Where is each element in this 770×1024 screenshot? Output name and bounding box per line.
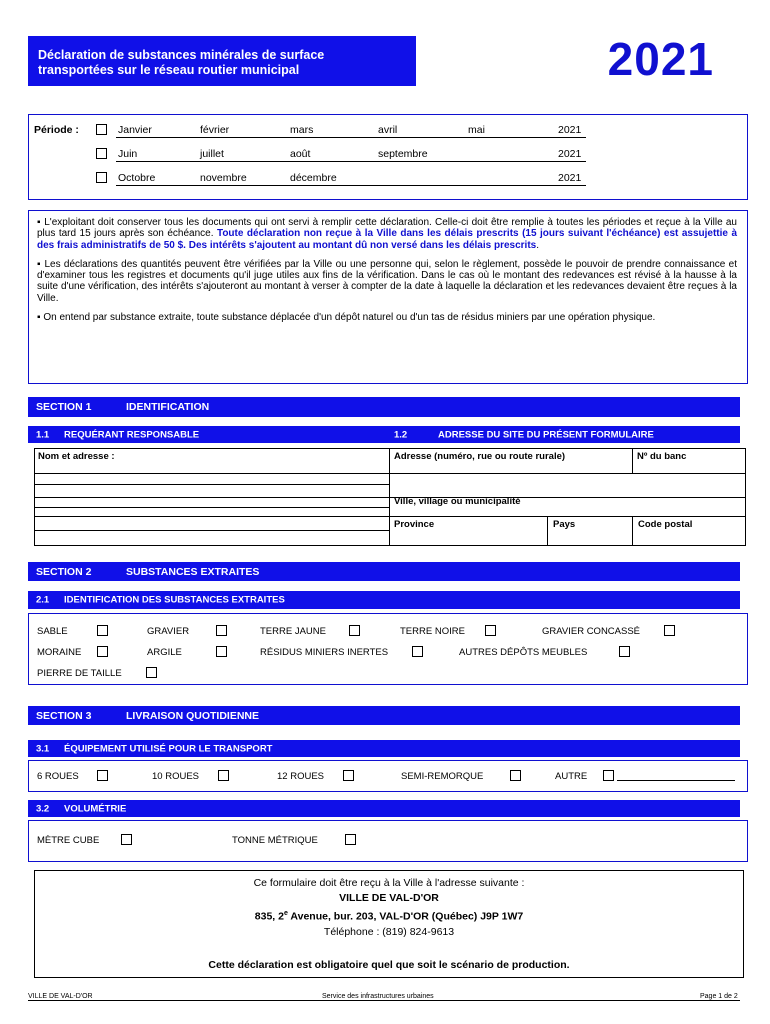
address-street-sup: e [283, 910, 288, 917]
substance-label: RÉSIDUS MINIERS INERTES [260, 647, 389, 658]
sub-1-1-title: REQUÉRANT RESPONSABLE [64, 429, 200, 440]
city-label: Ville, village ou municipalité [394, 496, 521, 507]
equipment-checkbox[interactable] [97, 770, 108, 781]
sub-3-1-number: 3.1 [36, 743, 50, 754]
period-checkbox-1[interactable] [96, 124, 107, 135]
volumetry-checkbox[interactable] [345, 834, 356, 845]
footer-page: Page 1 de 2 [700, 993, 738, 1000]
section3-number: SECTION 3 [36, 709, 92, 722]
equipment-checkbox[interactable] [510, 770, 521, 781]
period-checkbox-3[interactable] [96, 172, 107, 183]
sub-2-1-title: IDENTIFICATION DES SUBSTANCES EXTRAITES [64, 594, 285, 606]
volumetry-label: MÈTRE CUBE [37, 835, 100, 846]
sub-3-2-number: 3.2 [36, 803, 50, 814]
substance-checkbox[interactable] [485, 625, 496, 636]
substance-label: PIERRE DE TAILLE [37, 668, 122, 679]
section1-bar [28, 397, 740, 417]
substance-checkbox[interactable] [216, 625, 227, 636]
volumetry-label: TONNE MÉTRIQUE [232, 835, 318, 846]
substance-checkbox[interactable] [146, 667, 157, 678]
divider [632, 516, 633, 546]
sub-3-1-title: ÉQUIPEMENT UTILISÉ POUR LE TRANSPORT [64, 743, 273, 754]
substance-checkbox[interactable] [412, 646, 423, 657]
month-label: avril [378, 124, 398, 136]
period-underline [116, 137, 586, 138]
section2-bar [28, 562, 740, 581]
month-label: mai [468, 124, 485, 136]
note-1-bold: Toute déclaration non reçue à la Ville dans les délais prescrits (15 jours suivant l'échéance) est assujettie à des frais administratifs de 50 $. Des intérêts s'ajoutent au montant dû non versé dans les délais prescrits [37, 228, 738, 251]
equipment-label: 12 ROUES [277, 771, 324, 782]
section2-title: SUBSTANCES EXTRAITES [126, 565, 260, 578]
period-row-1 [96, 124, 596, 138]
note-1: ▪ L'exploitant doit conserver tous les documents qui ont servi à remplir cette déclaration. Celle-ci doit être remplie à toutes les périodes et reçue à la Ville au plus tard 15 jours après son échéance. Toute déclaration non reçue à la Ville dans les délais prescrits (15 jours suivant l'échéance) est assujettie à des frais administratifs de 50 $. Des intérêts s'ajoutent au montant dû non versé dans les délais prescrits. [37, 217, 738, 251]
sub-1-2-number: 1.2 [394, 429, 408, 440]
month-label: novembre [200, 172, 247, 184]
sub-1-1-number: 1.1 [36, 429, 50, 440]
substance-checkbox[interactable] [664, 625, 675, 636]
site-address-label: Adresse (numéro, rue ou route rurale) [394, 451, 566, 462]
month-label: Juin [118, 148, 138, 160]
substance-label: SABLE [37, 626, 68, 637]
divider [34, 530, 390, 531]
period-year: 2021 [558, 172, 582, 184]
period-checkbox-2[interactable] [96, 148, 107, 159]
period-year: 2021 [558, 148, 582, 160]
substance-label: AUTRES DÉPÔTS MEUBLES [459, 647, 588, 658]
divider [34, 484, 390, 485]
form-title-line2: transportées sur le réseau routier municipal [38, 63, 300, 77]
month-label: décembre [290, 172, 337, 184]
substance-label: TERRE JAUNE [260, 626, 326, 637]
divider [34, 507, 390, 508]
substance-checkbox[interactable] [97, 646, 108, 657]
note-2: ▪ Les déclarations des quantités peuvent être vérifiées par la Ville ou une personne qui, selon le règlement, possède le pouvoir de prendre connaissance et d'examiner tous les registres et documents qu'il juge utiles aux fins de la vérification. Dans le cas où le montant des redevances est révisé à la hausse à la suite d'une vérification, des intérêts s'ajouteront au montant à verser à compter de la date à laquelle la déclaration et les redevances devaient être reçues à la Ville. [37, 258, 738, 304]
return-address-box [34, 870, 744, 978]
substance-label: GRAVIER CONCASSÉ [542, 626, 641, 637]
note-1-text: L'exploitant doit conserver tous les documents qui ont servi à remplir cette déclaration. Celle-ci doit être remplie à toutes les périodes et reçue à la Ville au plus tard 15 jours après son échéance. [37, 217, 737, 240]
notes-box [28, 210, 748, 384]
period-row-2 [96, 148, 596, 162]
footer-center: Service des infrastructures urbaines [322, 993, 434, 1000]
period-row-3 [96, 172, 596, 186]
divider [34, 473, 746, 474]
divider [34, 497, 746, 498]
province-label: Province [394, 519, 435, 530]
country-label: Pays [553, 519, 576, 530]
substance-checkbox[interactable] [349, 625, 360, 636]
equipment-label: AUTRE [555, 771, 588, 782]
other-equipment-field[interactable] [617, 780, 735, 781]
equipment-checkbox[interactable] [343, 770, 354, 781]
section2-number: SECTION 2 [36, 565, 92, 578]
month-label: Janvier [118, 124, 152, 136]
section1-title: IDENTIFICATION [126, 401, 210, 413]
period-underline [116, 161, 586, 162]
divider [547, 516, 548, 546]
volumetry-checkbox[interactable] [121, 834, 132, 845]
form-title-line1: Déclaration de substances minérales de surface [38, 48, 325, 62]
substance-checkbox[interactable] [619, 646, 630, 657]
address-intro: Ce formulaire doit être reçu à la Ville à l'adresse suivante : [253, 877, 525, 889]
sub-1-2-title: ADRESSE DU SITE DU PRÉSENT FORMULAIRE [438, 429, 654, 440]
address-street [35, 906, 743, 925]
address-street-a: 835, 2 [254, 910, 284, 923]
month-label: août [290, 148, 311, 160]
footer-left: VILLE DE VAL-D'OR [28, 993, 93, 1000]
equipment-checkbox[interactable] [218, 770, 229, 781]
period-underline [116, 185, 586, 186]
note-1-end: . [536, 239, 539, 251]
substance-checkbox[interactable] [97, 625, 108, 636]
volumetry-box [28, 820, 748, 862]
substance-label: ARGILE [147, 647, 182, 658]
substance-checkbox[interactable] [216, 646, 227, 657]
section3-bar [28, 706, 740, 725]
equipment-label: 10 ROUES [152, 771, 199, 782]
section1-number: SECTION 1 [36, 401, 92, 413]
period-label: Période : [34, 124, 79, 136]
equipment-label: SEMI-REMORQUE [401, 771, 484, 782]
period-year: 2021 [558, 124, 582, 136]
name-address-label: Nom et adresse : [38, 451, 115, 462]
sub-3-2-title: VOLUMÉTRIE [64, 803, 127, 814]
footer-rule [28, 1000, 740, 1001]
form-year: 2021 [607, 33, 714, 85]
month-label: juillet [200, 148, 224, 160]
month-label: septembre [378, 148, 428, 160]
section3-title: LIVRAISON QUOTIDIENNE [126, 709, 260, 722]
month-label: février [200, 124, 230, 136]
bank-number-label: Nº du banc [637, 451, 687, 462]
divider [34, 516, 746, 517]
equipment-box [28, 760, 748, 792]
postal-code-label: Code postal [638, 519, 693, 530]
form-title [28, 36, 416, 86]
section3-subbar-1 [28, 740, 740, 757]
substance-label: GRAVIER [147, 626, 190, 637]
month-label: Octobre [118, 172, 156, 184]
sub-2-1-number: 2.1 [36, 594, 50, 606]
mandatory-notice: Cette déclaration est obligatoire quel que soit le scénario de production. [208, 958, 570, 971]
month-label: mars [290, 124, 314, 136]
substance-label: MORAINE [37, 647, 82, 658]
note-3: ▪ On entend par substance extraite, toute substance déplacée d'un dépôt naturel ou d'un tas de résidus miniers par une opération physique. [37, 312, 656, 324]
divider [632, 448, 633, 473]
substance-label: TERRE NOIRE [400, 626, 465, 637]
note-3-text: On entend par substance extraite, toute substance déplacée d'un dépôt naturel ou d'un tas de résidus miniers par une opération physique. [43, 312, 656, 324]
equipment-checkbox[interactable] [603, 770, 614, 781]
equipment-label: 6 ROUES [37, 771, 79, 782]
note-2-text: Les déclarations des quantités peuvent être vérifiées par la Ville ou une personne qui, selon le règlement, possède le pouvoir de prendre connaissance et d'examiner tous les registres et documents qu'il juge utiles aux fins de la vérification. Dans le cas où le montant des redevances est révisé à la hausse à la suite d'une vérification, des intérêts s'ajouteront au montant à verser à compter de la date à laquelle la déclaration et les redevances devaient être reçues à la Ville. [37, 258, 738, 304]
section3-subbar-2 [28, 800, 740, 817]
address-phone: Téléphone : (819) 824-9613 [323, 925, 455, 938]
address-street-b: Avenue, bur. 203, VAL-D'OR (Québec) J9P 1W7 [287, 910, 524, 923]
section1-subbar [28, 426, 740, 443]
address-city-name: VILLE DE VAL-D'OR [339, 892, 439, 904]
section2-subbar [28, 591, 740, 609]
